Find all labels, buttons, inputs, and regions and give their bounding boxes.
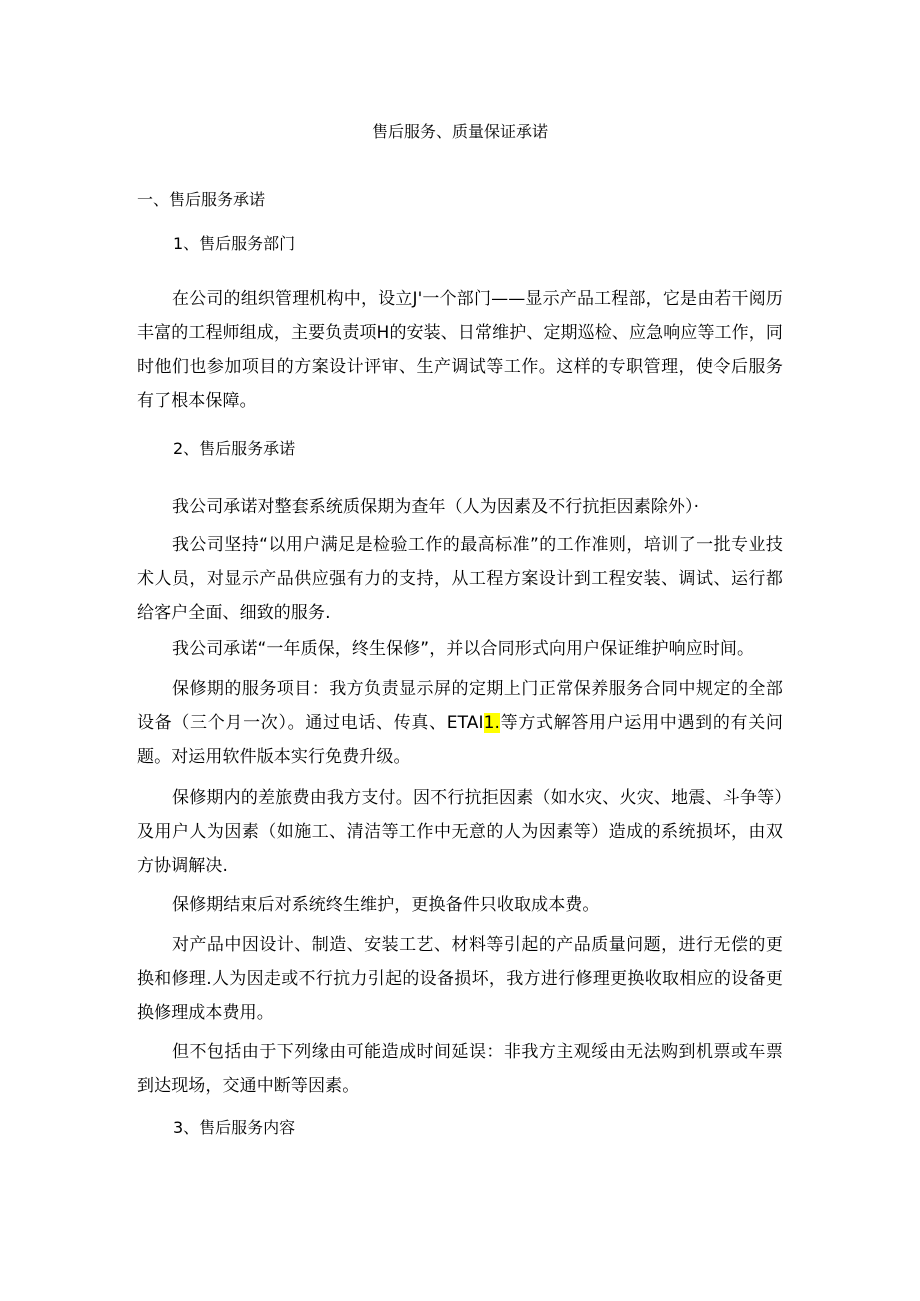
- paragraph-work-principle: 我公司坚持“以用户满足是检验工作的最高标准”的工作准则，培训了一批专业技术人员，对显示产品供应强有力的支持，从工程方案设计到工程安装、调试、运行都给客户全面、细致的服务.: [137, 535, 783, 623]
- paragraph-lifetime-repair: 我公司承诺“一年质保，终生保修”，并以合同形式向用户保证维护响应时间。: [172, 639, 755, 659]
- paragraph-after-warranty: 保修期结束后对系统终生维护，更换备件只收取成本费。: [172, 895, 600, 915]
- subheading-service-department: 1、售后服务部门: [173, 234, 296, 253]
- paragraph-quality-issues: 对产品中因设计、制造、安装工艺、材料等引起的产品质量问题，进行无偿的更换和修理.人为因走或不行抗力引起的设备损坏，我方进行修理更换收取相应的设备更换修理成本费用。: [137, 935, 783, 1023]
- highlighted-text: 1.: [483, 713, 501, 733]
- subheading-service-content: 3、售后服务内容: [173, 1118, 296, 1137]
- subheading-service-commitment: 2、售后服务承诺: [173, 439, 296, 458]
- service-items-text-after: 等方式解答用户运用中遇到的有关问题。对运用软件版本实行免费升级。: [137, 713, 783, 767]
- section-heading-after-sales: 一、售后服务承诺: [137, 190, 266, 209]
- paragraph-travel-expenses: 保修期内的差旅费由我方支付。因不行抗拒因素（如水灾、火灾、地震、斗争等）及用户人为因素（如施工、清洁等工作中无意的人为因素等）造成的系统损坏，由双方协调解决.: [137, 788, 783, 876]
- service-items-text-before: 保修期的服务项目：我方负责显示屏的定期上门正常保养服务合同中规定的全部设备（三个月一次）。通过电话、传真、ETAI: [137, 679, 783, 733]
- document-title: 售后服务、质量保证承诺: [371, 122, 548, 141]
- paragraph-warranty-period: 我公司承诺对整套系统质保期为查年（人为因素及不行抗拒因素除外）·: [172, 497, 700, 517]
- paragraph-exclusions: 但不包括由于下列缘由可能造成时间延误：非我方主观绥由无法购到机票或车票到达现场，交通中断等因素。: [137, 1042, 783, 1096]
- paragraph-department: 在公司的组织管理机构中，设立J'一个部门——显示产品工程部，它是由若干阅历丰富的工程师组成，主要负责项H的安装、日常维护、定期巡检、应急响应等工作，同时他们也参加项目的方案设计评审、生产调试等工作。这样的专职管理，使令后服务有了根本保障。: [137, 289, 783, 411]
- paragraph-service-items: [137, 672, 783, 774]
